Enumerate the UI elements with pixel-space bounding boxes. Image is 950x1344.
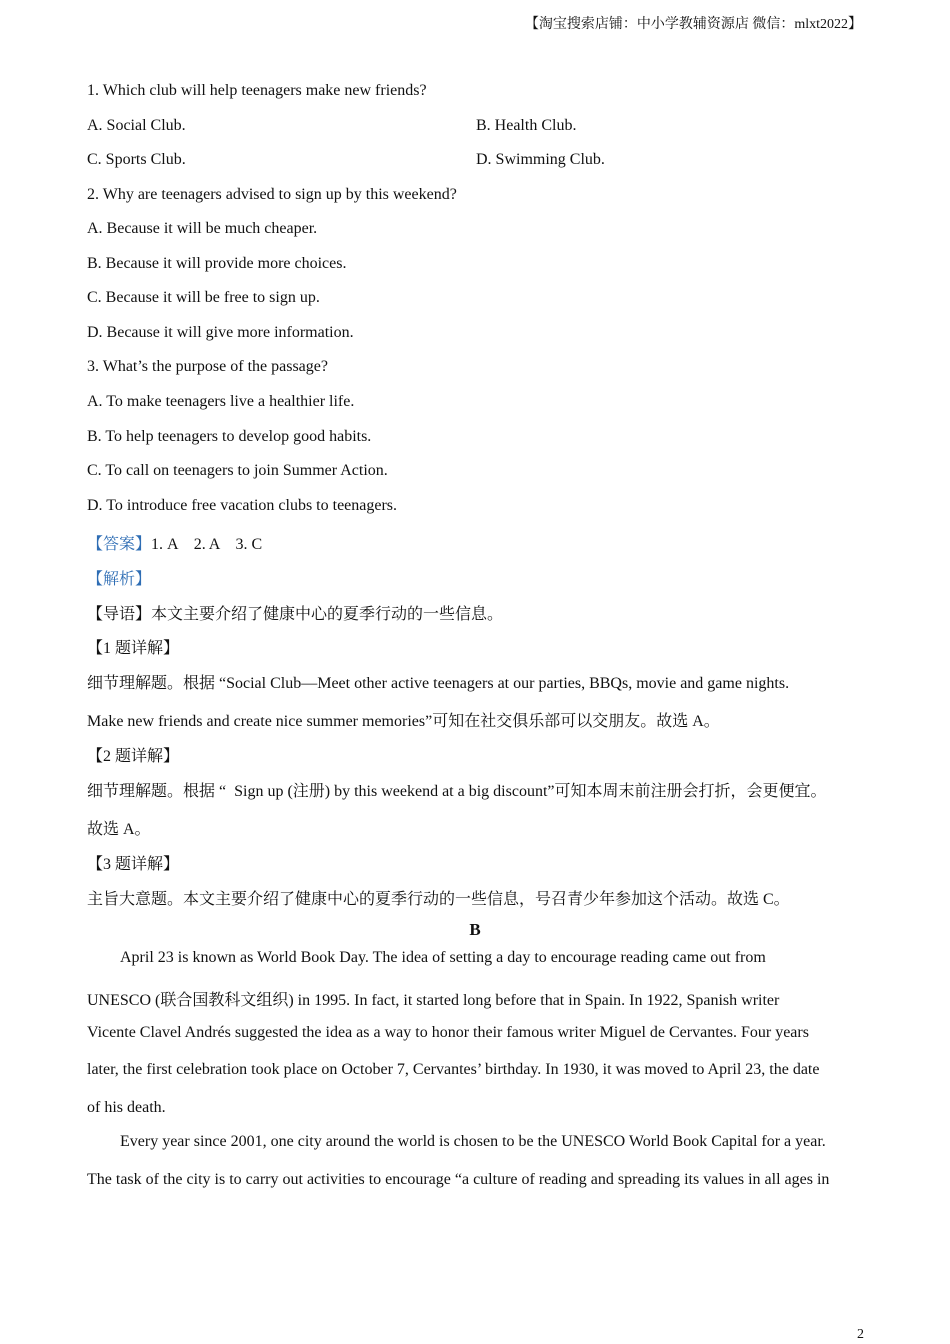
detail-1-line-1: 细节理解题。根据 “Social Club—Meet other active teenagers at our parties, BBQs, movie and game nights. — [87, 675, 790, 692]
analysis-label: 【解析】 — [87, 571, 152, 588]
question-2: 2. Why are teenagers advised to sign up by this weekend? — [87, 186, 457, 203]
guide-text: 【导语】本文主要介绍了健康中心的夏季行动的一些信息。 — [87, 606, 504, 623]
q3-option-c: C. To call on teenagers to join Summer Action. — [87, 462, 388, 479]
detail-1-title: 【1 题详解】 — [87, 640, 180, 657]
q2-option-c: C. Because it will be free to sign up. — [87, 289, 320, 306]
q3-option-b: B. To help teenagers to develop good habits. — [87, 428, 372, 445]
q3-option-d: D. To introduce free vacation clubs to teenagers. — [87, 497, 398, 514]
q1-option-a: A. Social Club. — [87, 117, 186, 134]
section-heading-b: B — [469, 920, 481, 939]
detail-2-line-1: 细节理解题。根据 “ Sign up (注册) by this weekend at a big discount”可知本周末前注册会打折，会更便宜。 — [87, 783, 827, 800]
detail-2-title: 【2 题详解】 — [87, 748, 180, 765]
passage-p1-line-5: of his death. — [87, 1099, 166, 1116]
q1-option-d: D. Swimming Club. — [476, 151, 605, 168]
passage-p1-line-4: later, the first celebration took place on October 7, Cervantes’ birthday. In 1930, it was moved to April 23, the date — [87, 1061, 820, 1078]
q1-option-b: B. Health Club. — [476, 117, 577, 134]
passage-p1-line-1: April 23 is known as World Book Day. The idea of setting a day to encourage reading came out from — [120, 949, 766, 966]
q1-option-c: C. Sports Club. — [87, 151, 186, 168]
page-header: 【淘宝搜索店铺：中小学教辅资源店 微信：mlxt2022】 — [524, 17, 862, 32]
answer-line — [87, 531, 262, 554]
passage-p1-line-2: UNESCO (联合国教科文组织) in 1995. In fact, it started long before that in Spain. In 1922, Spanish writer — [87, 992, 780, 1009]
q2-option-a: A. Because it will be much cheaper. — [87, 220, 318, 237]
detail-1-line-2: Make new friends and create nice summer memories”可知在社交俱乐部可以交朋友。故选 A。 — [87, 713, 720, 730]
passage-p2-line-1: Every year since 2001, one city around the world is chosen to be the UNESCO World Book Capital for a year. — [120, 1133, 826, 1150]
answer-text: 1. A 2. A 3. C — [151, 536, 263, 553]
passage-p2-line-2: The task of the city is to carry out activities to encourage “a culture of reading and spreading its values in all ages in — [87, 1171, 830, 1188]
answer-label: 【答案】 — [87, 536, 152, 553]
question-3: 3. What’s the purpose of the passage? — [87, 358, 328, 375]
detail-2-line-2: 故选 A。 — [87, 821, 151, 838]
q2-option-b: B. Because it will provide more choices. — [87, 255, 347, 272]
detail-3-title: 【3 题详解】 — [87, 856, 180, 873]
page-number: 2 — [857, 1327, 864, 1342]
passage-p1-line-3: Vicente Clavel Andrés suggested the idea as a way to honor their famous writer Miguel de Cervantes. Four years — [87, 1024, 809, 1041]
detail-3-line-1: 主旨大意题。本文主要介绍了健康中心的夏季行动的一些信息，号召青少年参加这个活动。故选 C。 — [87, 891, 790, 908]
question-1: 1. Which club will help teenagers make new friends? — [87, 82, 427, 99]
q3-option-a: A. To make teenagers live a healthier life. — [87, 393, 355, 410]
q2-option-d: D. Because it will give more information. — [87, 324, 354, 341]
